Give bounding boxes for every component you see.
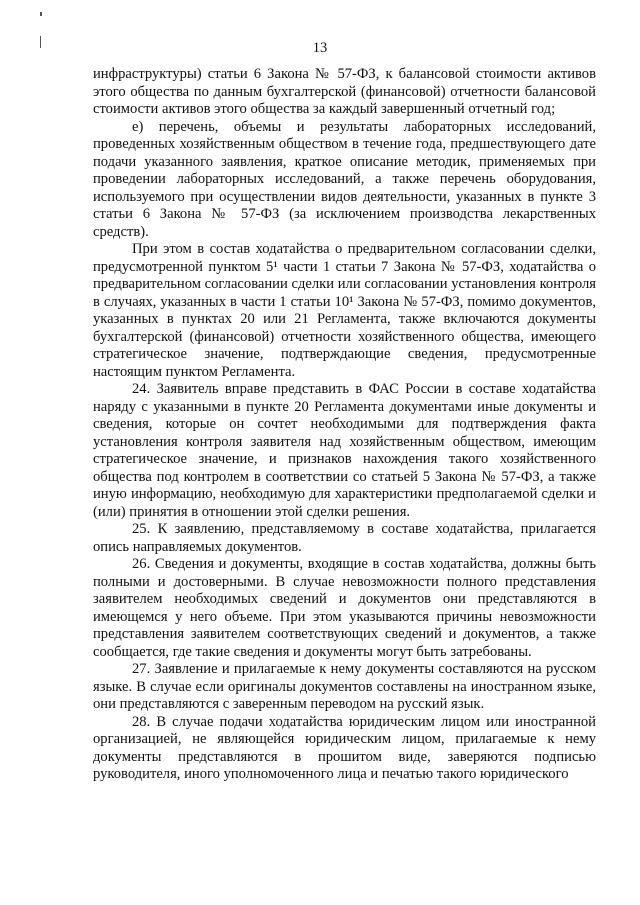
paragraph: е) перечень, объемы и результаты лабораторных исследований, проведенных хозяйственным обществом в течение года, предшествующего дате подачи указанного заявления, краткое описание методик, применяемых при проведении лабораторных исследований, а также перечень оборудования, используемого при осуществлении видов деятельности, указанных в пункте 3 статьи 6 Закона № 57-ФЗ (за исключением производства лекарственных средств). xyxy=(93,118,596,240)
paragraph: 24. Заявитель вправе представить в ФАС России в составе ходатайства наряду с указанными в пункте 20 Регламента документами иные документы и сведения, которые он сочтет необходимыми для подтверждения факта установления контроля заявителя над хозяйственным обществом, имеющим стратегическое значение, и признаков нахождения такого хозяйственного общества под контролем в соответствии со статьей 5 Закона № 57-ФЗ, а также иную информацию, необходимую для характеристики предполагаемой сделки и (или) принятия в отношении этой сделки решения. xyxy=(93,381,596,520)
document-body xyxy=(93,66,596,784)
page-number: 13 xyxy=(312,40,328,56)
paragraph: 27. Заявление и прилагаемые к нему документы составляются на русском языке. В случае если оригиналы документов составлены на иностранном языке, они представляются с заверенным переводом на русский язык. xyxy=(93,661,596,712)
margin-mark-bottom xyxy=(40,36,41,48)
paragraph: При этом в состав ходатайства о предварительном согласовании сделки, предусмотренной пунктом 5¹ части 1 статьи 7 Закона № 57-ФЗ, ходатайства о предварительном согласовании сделки или согласовании установления контроля в случаях, указанных в части 1 статьи 10¹ Закона № 57-ФЗ, помимо документов, указанных в пунктах 20 или 21 Регламента, также включаются документы бухгалтерской (финансовой) отчетности хозяйственного общества, имеющего стратегическое значение, подтверждающие сведения, предусмотренные настоящим пунктом Регламента. xyxy=(93,241,596,380)
paragraph: 26. Сведения и документы, входящие в состав ходатайства, должны быть полными и достоверными. В случае невозможности полного представления заявителем необходимых сведений и документов они представляются в имеющемся у него объеме. При этом указываются причины невозможности представления заявителем соответствующих сведений и документов, а также сообщается, где такие сведения и документы могут быть затребованы. xyxy=(93,556,596,660)
paragraph: 28. В случае подачи ходатайства юридическим лицом или иностранной организацией, не являющейся юридическим лицом, прилагаемые к нему документы представляются в прошитом виде, заверяются подписью руководителя, иного уполномоченного лица и печатью такого юридического xyxy=(93,713,596,782)
margin-mark-top xyxy=(40,12,42,16)
paragraph: 25. К заявлению, представляемому в составе ходатайства, прилагается опись направляемых документов. xyxy=(93,521,596,555)
paragraph: инфраструктуры) статьи 6 Закона № 57-ФЗ, к балансовой стоимости активов этого общества по данным бухгалтерской (финансовой) отчетности балансовой стоимости активов этого общества за каждый завершенный отчетный год; xyxy=(93,66,596,117)
